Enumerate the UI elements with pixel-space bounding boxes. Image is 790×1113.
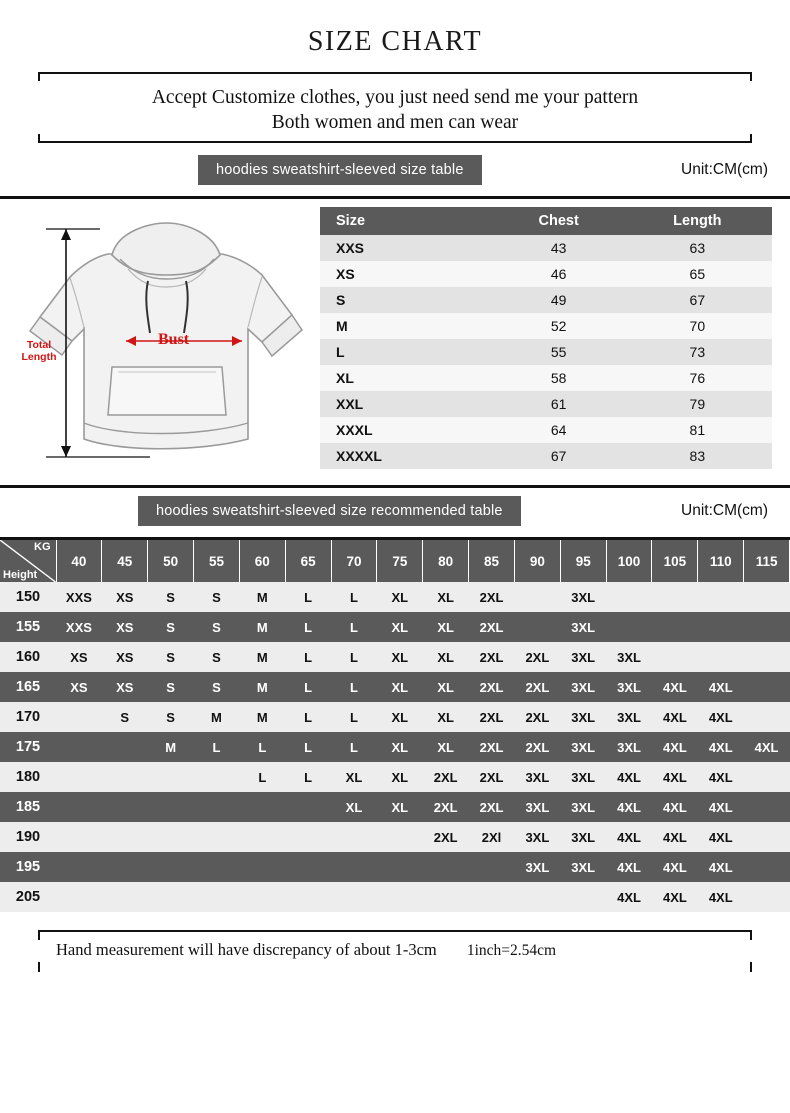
size-cell	[744, 612, 790, 642]
table-row	[320, 365, 772, 391]
size-cell: XL	[423, 612, 469, 642]
cell-size: XXXXL	[320, 443, 495, 469]
cell-chest: 49	[495, 287, 623, 313]
size-col-header-length: Length	[623, 207, 772, 235]
size-cell	[239, 882, 285, 912]
size-cell	[744, 792, 790, 822]
recommended-table	[0, 540, 790, 912]
weight-header-40: 40	[56, 540, 102, 582]
size-cell: 2XL	[469, 762, 515, 792]
size-cell	[285, 822, 331, 852]
height-cell: 175	[0, 732, 56, 762]
size-cell: XL	[377, 612, 423, 642]
table-row	[320, 313, 772, 339]
size-cell	[698, 642, 744, 672]
size-cell: S	[194, 642, 240, 672]
size-cell: 3XL	[560, 642, 606, 672]
size-cell: 2XL	[469, 702, 515, 732]
size-cell: L	[194, 732, 240, 762]
size-cell: XS	[102, 672, 148, 702]
size-cell: M	[239, 642, 285, 672]
size-cell: S	[194, 672, 240, 702]
height-cell: 190	[0, 822, 56, 852]
size-cell: M	[194, 702, 240, 732]
size-cell: 3XL	[606, 672, 652, 702]
recommended-size-grid	[0, 540, 790, 912]
size-cell: 2XL	[469, 672, 515, 702]
recommended-row	[0, 882, 790, 912]
size-cell: XL	[377, 792, 423, 822]
weight-header-90: 90	[514, 540, 560, 582]
size-cell	[148, 762, 194, 792]
size-cell: L	[285, 642, 331, 672]
size-cell	[239, 792, 285, 822]
recommended-row	[0, 612, 790, 642]
recommended-row	[0, 672, 790, 702]
size-cell	[285, 792, 331, 822]
size-cell	[331, 882, 377, 912]
cell-chest: 64	[495, 417, 623, 443]
weight-header-110: 110	[698, 540, 744, 582]
size-cell: L	[331, 702, 377, 732]
size-cell: XL	[377, 762, 423, 792]
size-cell	[102, 852, 148, 882]
size-cell: 4XL	[698, 762, 744, 792]
size-cell: 3XL	[606, 702, 652, 732]
size-cell	[744, 822, 790, 852]
size-cell	[652, 642, 698, 672]
size-cell: XL	[423, 732, 469, 762]
size-cell: L	[285, 762, 331, 792]
section2-label: hoodies sweatshirt-sleeved size recommended table	[138, 496, 521, 526]
weight-header-80: 80	[423, 540, 469, 582]
height-cell: 150	[0, 582, 56, 612]
size-cell	[102, 762, 148, 792]
cell-length: 83	[623, 443, 772, 469]
weight-header-85: 85	[469, 540, 515, 582]
size-cell: XL	[377, 642, 423, 672]
size-cell: 4XL	[652, 762, 698, 792]
size-cell	[148, 882, 194, 912]
size-cell	[377, 822, 423, 852]
size-cell	[148, 792, 194, 822]
size-cell	[102, 792, 148, 822]
section1-divider-bottom	[0, 485, 790, 488]
section2-unit: Unit:CM(cm)	[681, 502, 768, 519]
cell-length: 63	[623, 235, 772, 261]
cell-size: M	[320, 313, 495, 339]
cell-chest: 43	[495, 235, 623, 261]
size-cell: M	[239, 582, 285, 612]
bust-measure-label: Bust	[158, 331, 190, 348]
size-cell: 3XL	[514, 792, 560, 822]
weight-header-95: 95	[560, 540, 606, 582]
size-cell	[744, 642, 790, 672]
recommended-row	[0, 642, 790, 672]
footer-top-rule	[38, 930, 752, 932]
size-cell	[56, 732, 102, 762]
size-cell	[239, 822, 285, 852]
size-cell: 4XL	[698, 702, 744, 732]
size-cell	[56, 762, 102, 792]
size-cell	[469, 852, 515, 882]
size-cell	[744, 882, 790, 912]
recommended-row	[0, 822, 790, 852]
cell-size: XL	[320, 365, 495, 391]
size-cell: 3XL	[514, 852, 560, 882]
section1-label: hoodies sweatshirt-sleeved size table	[198, 155, 482, 185]
size-cell: L	[331, 732, 377, 762]
footer-tick-left-top	[38, 930, 40, 940]
weight-header-100: 100	[606, 540, 652, 582]
footer-tick-right-top	[750, 930, 752, 940]
cell-chest: 61	[495, 391, 623, 417]
cell-chest: 58	[495, 365, 623, 391]
cell-length: 81	[623, 417, 772, 443]
size-cell	[514, 582, 560, 612]
size-cell	[744, 582, 790, 612]
height-cell: 165	[0, 672, 56, 702]
size-cell	[606, 612, 652, 642]
size-cell: XL	[331, 762, 377, 792]
corner-kg-label: KG	[34, 541, 51, 553]
size-cell: M	[148, 732, 194, 762]
hoodie-diagram-panel	[0, 199, 320, 479]
size-cell	[56, 822, 102, 852]
size-cell: S	[148, 582, 194, 612]
size-cell: 3XL	[560, 612, 606, 642]
size-cell	[194, 762, 240, 792]
cell-size: XXXL	[320, 417, 495, 443]
size-cell: 2XL	[423, 822, 469, 852]
size-cell: S	[148, 642, 194, 672]
cell-chest: 52	[495, 313, 623, 339]
size-cell: S	[148, 672, 194, 702]
size-cell: 4XL	[652, 702, 698, 732]
size-cell: XL	[423, 642, 469, 672]
weight-header-50: 50	[148, 540, 194, 582]
size-cell	[744, 702, 790, 732]
cell-length: 67	[623, 287, 772, 313]
size-cell	[56, 792, 102, 822]
cell-size: XXL	[320, 391, 495, 417]
size-table-panel	[320, 199, 790, 479]
cell-chest: 55	[495, 339, 623, 365]
size-cell: 4XL	[698, 852, 744, 882]
size-cell: L	[239, 732, 285, 762]
size-cell	[239, 852, 285, 882]
size-cell: 4XL	[652, 882, 698, 912]
size-cell: 3XL	[560, 672, 606, 702]
size-cell: 3XL	[514, 762, 560, 792]
size-cell: 4XL	[698, 882, 744, 912]
table-row	[320, 287, 772, 313]
size-cell	[102, 822, 148, 852]
size-cell: 3XL	[560, 792, 606, 822]
height-cell: 170	[0, 702, 56, 732]
size-cell	[423, 882, 469, 912]
inch-conversion: 1inch=2.54cm	[466, 942, 557, 959]
size-cell: 4XL	[652, 732, 698, 762]
size-cell: 2XL	[469, 732, 515, 762]
size-cell: M	[239, 612, 285, 642]
section1-body	[0, 199, 790, 479]
banner-tick-left-top	[38, 72, 40, 81]
size-cell: 3XL	[560, 702, 606, 732]
size-cell: 3XL	[514, 822, 560, 852]
size-cell: 3XL	[560, 852, 606, 882]
weight-header-115: 115	[744, 540, 790, 582]
total-length-line-1: Total	[26, 339, 52, 351]
size-cell: 3XL	[560, 822, 606, 852]
size-cell: XL	[331, 792, 377, 822]
section2-header	[0, 496, 790, 526]
table-row	[320, 261, 772, 287]
size-cell: 4XL	[652, 792, 698, 822]
size-table-header-row	[320, 207, 772, 235]
size-cell: XL	[377, 732, 423, 762]
size-cell: L	[239, 762, 285, 792]
size-cell: 2XL	[469, 612, 515, 642]
size-cell: 4XL	[652, 822, 698, 852]
size-cell: 2XL	[514, 672, 560, 702]
size-cell: L	[331, 612, 377, 642]
table-row	[320, 417, 772, 443]
size-cell	[194, 882, 240, 912]
size-cell	[606, 582, 652, 612]
size-cell: S	[102, 702, 148, 732]
size-cell: XS	[56, 672, 102, 702]
size-cell: L	[331, 672, 377, 702]
total-length-measure-label	[18, 339, 60, 363]
recommended-header-row	[0, 540, 790, 582]
footer-tick-left-bottom	[38, 962, 40, 972]
size-cell: 4XL	[698, 792, 744, 822]
cell-size: L	[320, 339, 495, 365]
size-cell	[744, 852, 790, 882]
size-cell: XS	[102, 642, 148, 672]
size-cell: 3XL	[606, 642, 652, 672]
size-cell: S	[148, 612, 194, 642]
size-cell: 3XL	[560, 582, 606, 612]
size-cell: 4XL	[606, 792, 652, 822]
total-length-line-2: Length	[21, 351, 57, 363]
recommended-row	[0, 732, 790, 762]
cell-chest: 46	[495, 261, 623, 287]
banner-top-rule	[38, 72, 752, 74]
cell-chest: 67	[495, 443, 623, 469]
size-cell: XL	[377, 582, 423, 612]
footer-tick-right-bottom	[750, 962, 752, 972]
discrepancy-note: Hand measurement will have discrepancy of about 1-3cm	[56, 940, 437, 959]
size-cell: L	[285, 612, 331, 642]
size-cell: XXS	[56, 582, 102, 612]
size-cell	[698, 612, 744, 642]
size-cell: S	[194, 612, 240, 642]
size-cell: L	[285, 582, 331, 612]
cell-size: XS	[320, 261, 495, 287]
page-title: SIZE CHART	[307, 26, 483, 57]
size-cell: 4XL	[652, 852, 698, 882]
corner-height-label: Height	[3, 569, 38, 581]
size-cell: L	[331, 642, 377, 672]
size-cell: S	[148, 702, 194, 732]
footer-note	[38, 930, 752, 972]
size-cell: L	[285, 672, 331, 702]
size-cell: 4XL	[652, 672, 698, 702]
size-cell: 2XL	[514, 702, 560, 732]
size-cell: 2XL	[469, 582, 515, 612]
cell-length: 76	[623, 365, 772, 391]
height-cell: 185	[0, 792, 56, 822]
size-cell: M	[239, 672, 285, 702]
size-cell	[652, 582, 698, 612]
cell-length: 79	[623, 391, 772, 417]
size-cell: 4XL	[606, 852, 652, 882]
size-cell: 2XL	[423, 762, 469, 792]
customize-banner	[38, 72, 752, 143]
size-cell: 4XL	[698, 732, 744, 762]
size-cell	[744, 762, 790, 792]
table-row	[320, 391, 772, 417]
size-cell	[560, 882, 606, 912]
banner-tick-right-top	[750, 72, 752, 81]
size-cell	[194, 852, 240, 882]
height-cell: 205	[0, 882, 56, 912]
hoodie-diagram	[0, 209, 320, 479]
size-cell: M	[239, 702, 285, 732]
section1-unit: Unit:CM(cm)	[681, 161, 768, 178]
size-cell	[514, 882, 560, 912]
height-cell: 180	[0, 762, 56, 792]
height-cell: 195	[0, 852, 56, 882]
size-cell	[194, 822, 240, 852]
size-cell: 2Xl	[469, 822, 515, 852]
size-cell	[194, 792, 240, 822]
height-cell: 160	[0, 642, 56, 672]
recommended-body	[0, 582, 790, 912]
size-cell: L	[285, 732, 331, 762]
size-cell: 4XL	[606, 822, 652, 852]
size-cell	[102, 882, 148, 912]
cell-length: 65	[623, 261, 772, 287]
weight-header-45: 45	[102, 540, 148, 582]
recommended-row	[0, 792, 790, 822]
section1-header	[0, 155, 790, 185]
footer-text-row	[38, 940, 752, 960]
size-cell: XL	[423, 582, 469, 612]
recommended-row	[0, 852, 790, 882]
size-cell: 4XL	[606, 762, 652, 792]
size-cell	[469, 882, 515, 912]
size-cell: 2XL	[469, 642, 515, 672]
size-cell: 4XL	[698, 822, 744, 852]
size-cell: S	[194, 582, 240, 612]
size-cell: XL	[423, 672, 469, 702]
size-cell: XXS	[56, 612, 102, 642]
size-cell: 4XL	[606, 882, 652, 912]
size-cell: 2XL	[514, 642, 560, 672]
cell-size: S	[320, 287, 495, 313]
recommended-row	[0, 762, 790, 792]
weight-header-105: 105	[652, 540, 698, 582]
height-cell: 155	[0, 612, 56, 642]
recommended-row	[0, 582, 790, 612]
recommended-row	[0, 702, 790, 732]
size-cell: L	[285, 702, 331, 732]
cell-size: XXS	[320, 235, 495, 261]
cell-length: 70	[623, 313, 772, 339]
size-cell	[377, 882, 423, 912]
weight-header-70: 70	[331, 540, 377, 582]
size-cell: L	[331, 582, 377, 612]
size-cell: 2XL	[514, 732, 560, 762]
weight-header-55: 55	[194, 540, 240, 582]
size-cell	[148, 852, 194, 882]
size-cell	[744, 672, 790, 702]
table-row	[320, 443, 772, 469]
size-cell: 2XL	[423, 792, 469, 822]
weight-header-75: 75	[377, 540, 423, 582]
size-cell: XL	[377, 672, 423, 702]
size-cell: XL	[377, 702, 423, 732]
size-cell: 3XL	[560, 762, 606, 792]
size-cell	[56, 702, 102, 732]
size-cell	[285, 882, 331, 912]
size-table	[320, 207, 772, 469]
size-col-header-size: Size	[320, 207, 495, 235]
customize-line-1: Accept Customize clothes, you just need send me your pattern	[151, 87, 639, 108]
size-cell	[652, 612, 698, 642]
size-cell: 4XL	[744, 732, 790, 762]
weight-header-60: 60	[239, 540, 285, 582]
table-row	[320, 235, 772, 261]
size-cell	[698, 582, 744, 612]
size-cell: 4XL	[698, 672, 744, 702]
size-cell: 2XL	[469, 792, 515, 822]
size-cell	[331, 822, 377, 852]
size-cell: XS	[102, 582, 148, 612]
cell-length: 73	[623, 339, 772, 365]
customize-line-2: Both women and men can wear	[271, 112, 519, 133]
size-cell	[56, 852, 102, 882]
size-cell	[331, 852, 377, 882]
size-cell: 3XL	[606, 732, 652, 762]
grid-corner-cell	[0, 540, 56, 582]
weight-header-65: 65	[285, 540, 331, 582]
size-cell	[102, 732, 148, 762]
size-cell: XS	[56, 642, 102, 672]
size-cell: 3XL	[560, 732, 606, 762]
size-cell	[514, 612, 560, 642]
size-cell	[56, 882, 102, 912]
size-cell: XL	[423, 702, 469, 732]
banner-bottom-rule	[38, 141, 752, 143]
size-cell	[148, 822, 194, 852]
size-cell	[423, 852, 469, 882]
size-cell	[377, 852, 423, 882]
size-col-header-chest: Chest	[495, 207, 623, 235]
size-cell	[285, 852, 331, 882]
size-cell: XS	[102, 612, 148, 642]
table-row	[320, 339, 772, 365]
